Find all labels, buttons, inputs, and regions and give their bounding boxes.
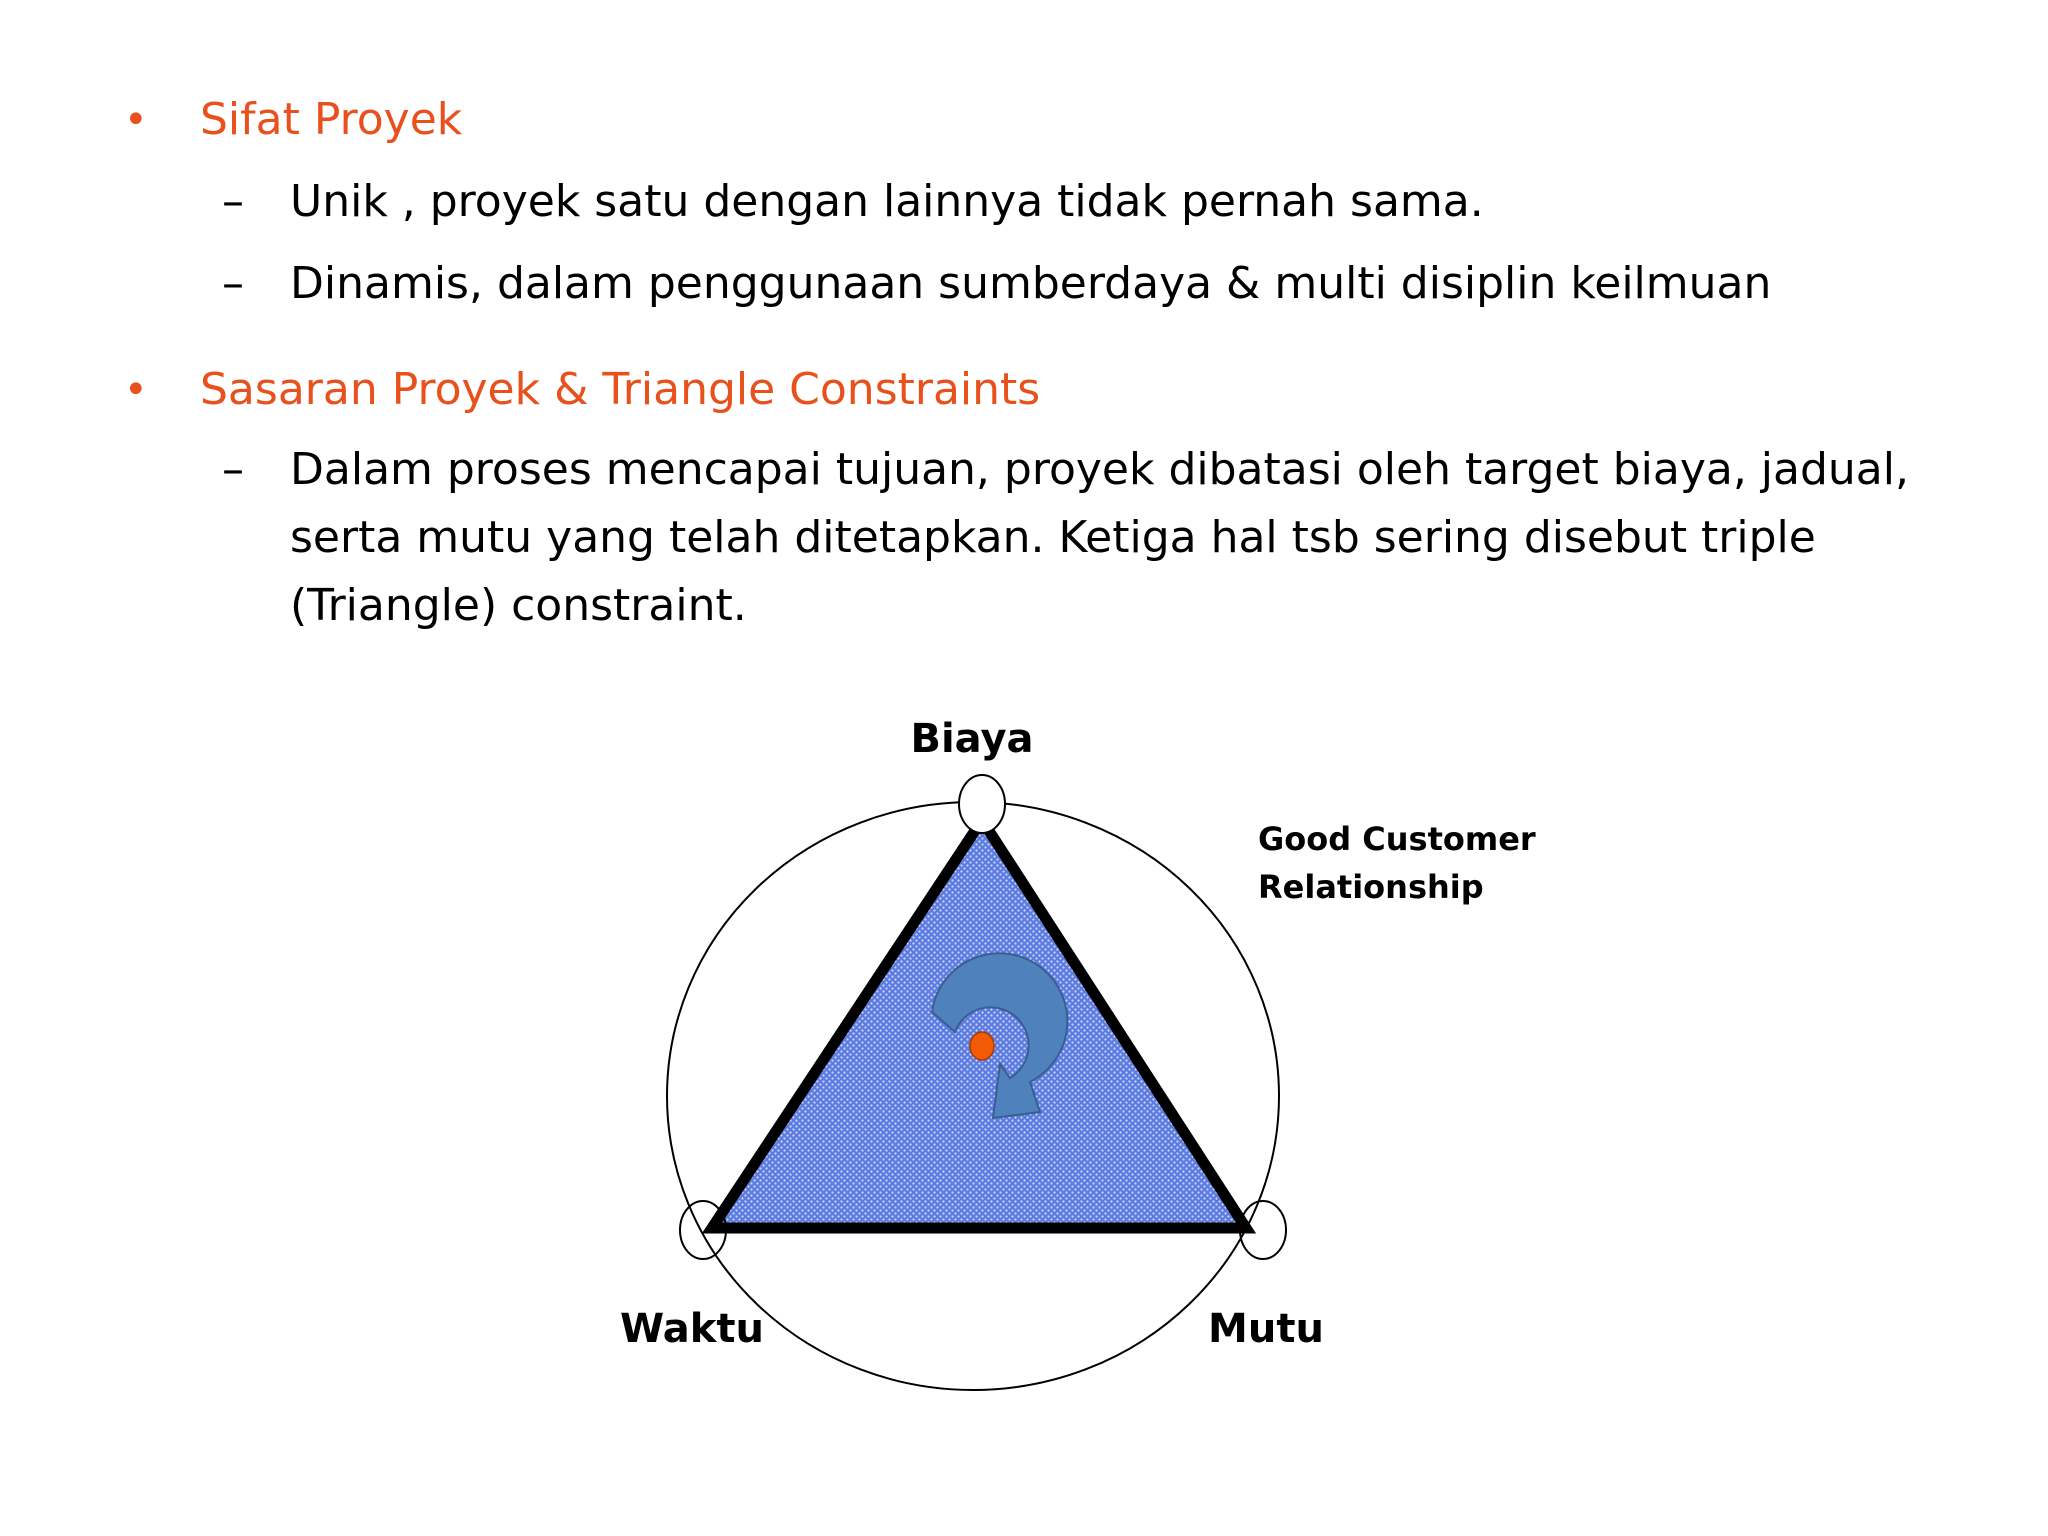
bullet-dot: • [124, 97, 148, 143]
sub-item-unik: Unik , proyek satu dengan lainnya tidak pernah sama. [290, 176, 1484, 227]
vertex-circle-top [959, 775, 1005, 833]
sub-item-dalam-proses-line2: serta mutu yang telah ditetapkan. Ketiga hal tsb sering disebut triple [290, 512, 1816, 563]
label-biaya: Biaya [910, 716, 1034, 762]
constraint-triangle [712, 820, 1246, 1228]
sub-item-dinamis: Dinamis, dalam penggunaan sumberdaya & multi disiplin keilmuan [290, 258, 1772, 309]
label-waktu: Waktu [620, 1306, 764, 1352]
label-mutu: Mutu [1208, 1306, 1324, 1352]
bullet-dot: • [124, 367, 148, 413]
dash-marker: – [222, 444, 244, 495]
sub-item-dalam-proses-line3: (Triangle) constraint. [290, 580, 747, 631]
sub-item-dalam-proses-line1: Dalam proses mencapai tujuan, proyek dibatasi oleh target biaya, jadual, [290, 444, 1909, 495]
label-good-customer: Good Customer [1258, 820, 1536, 858]
center-dot-icon [970, 1032, 994, 1060]
dash-marker: – [222, 258, 244, 309]
label-relationship: Relationship [1258, 868, 1484, 906]
dash-marker: – [222, 176, 244, 227]
bullet-heading-sasaran-proyek: Sasaran Proyek & Triangle Constraints [200, 364, 1041, 415]
bullet-heading-sifat-proyek: Sifat Proyek [200, 94, 463, 145]
